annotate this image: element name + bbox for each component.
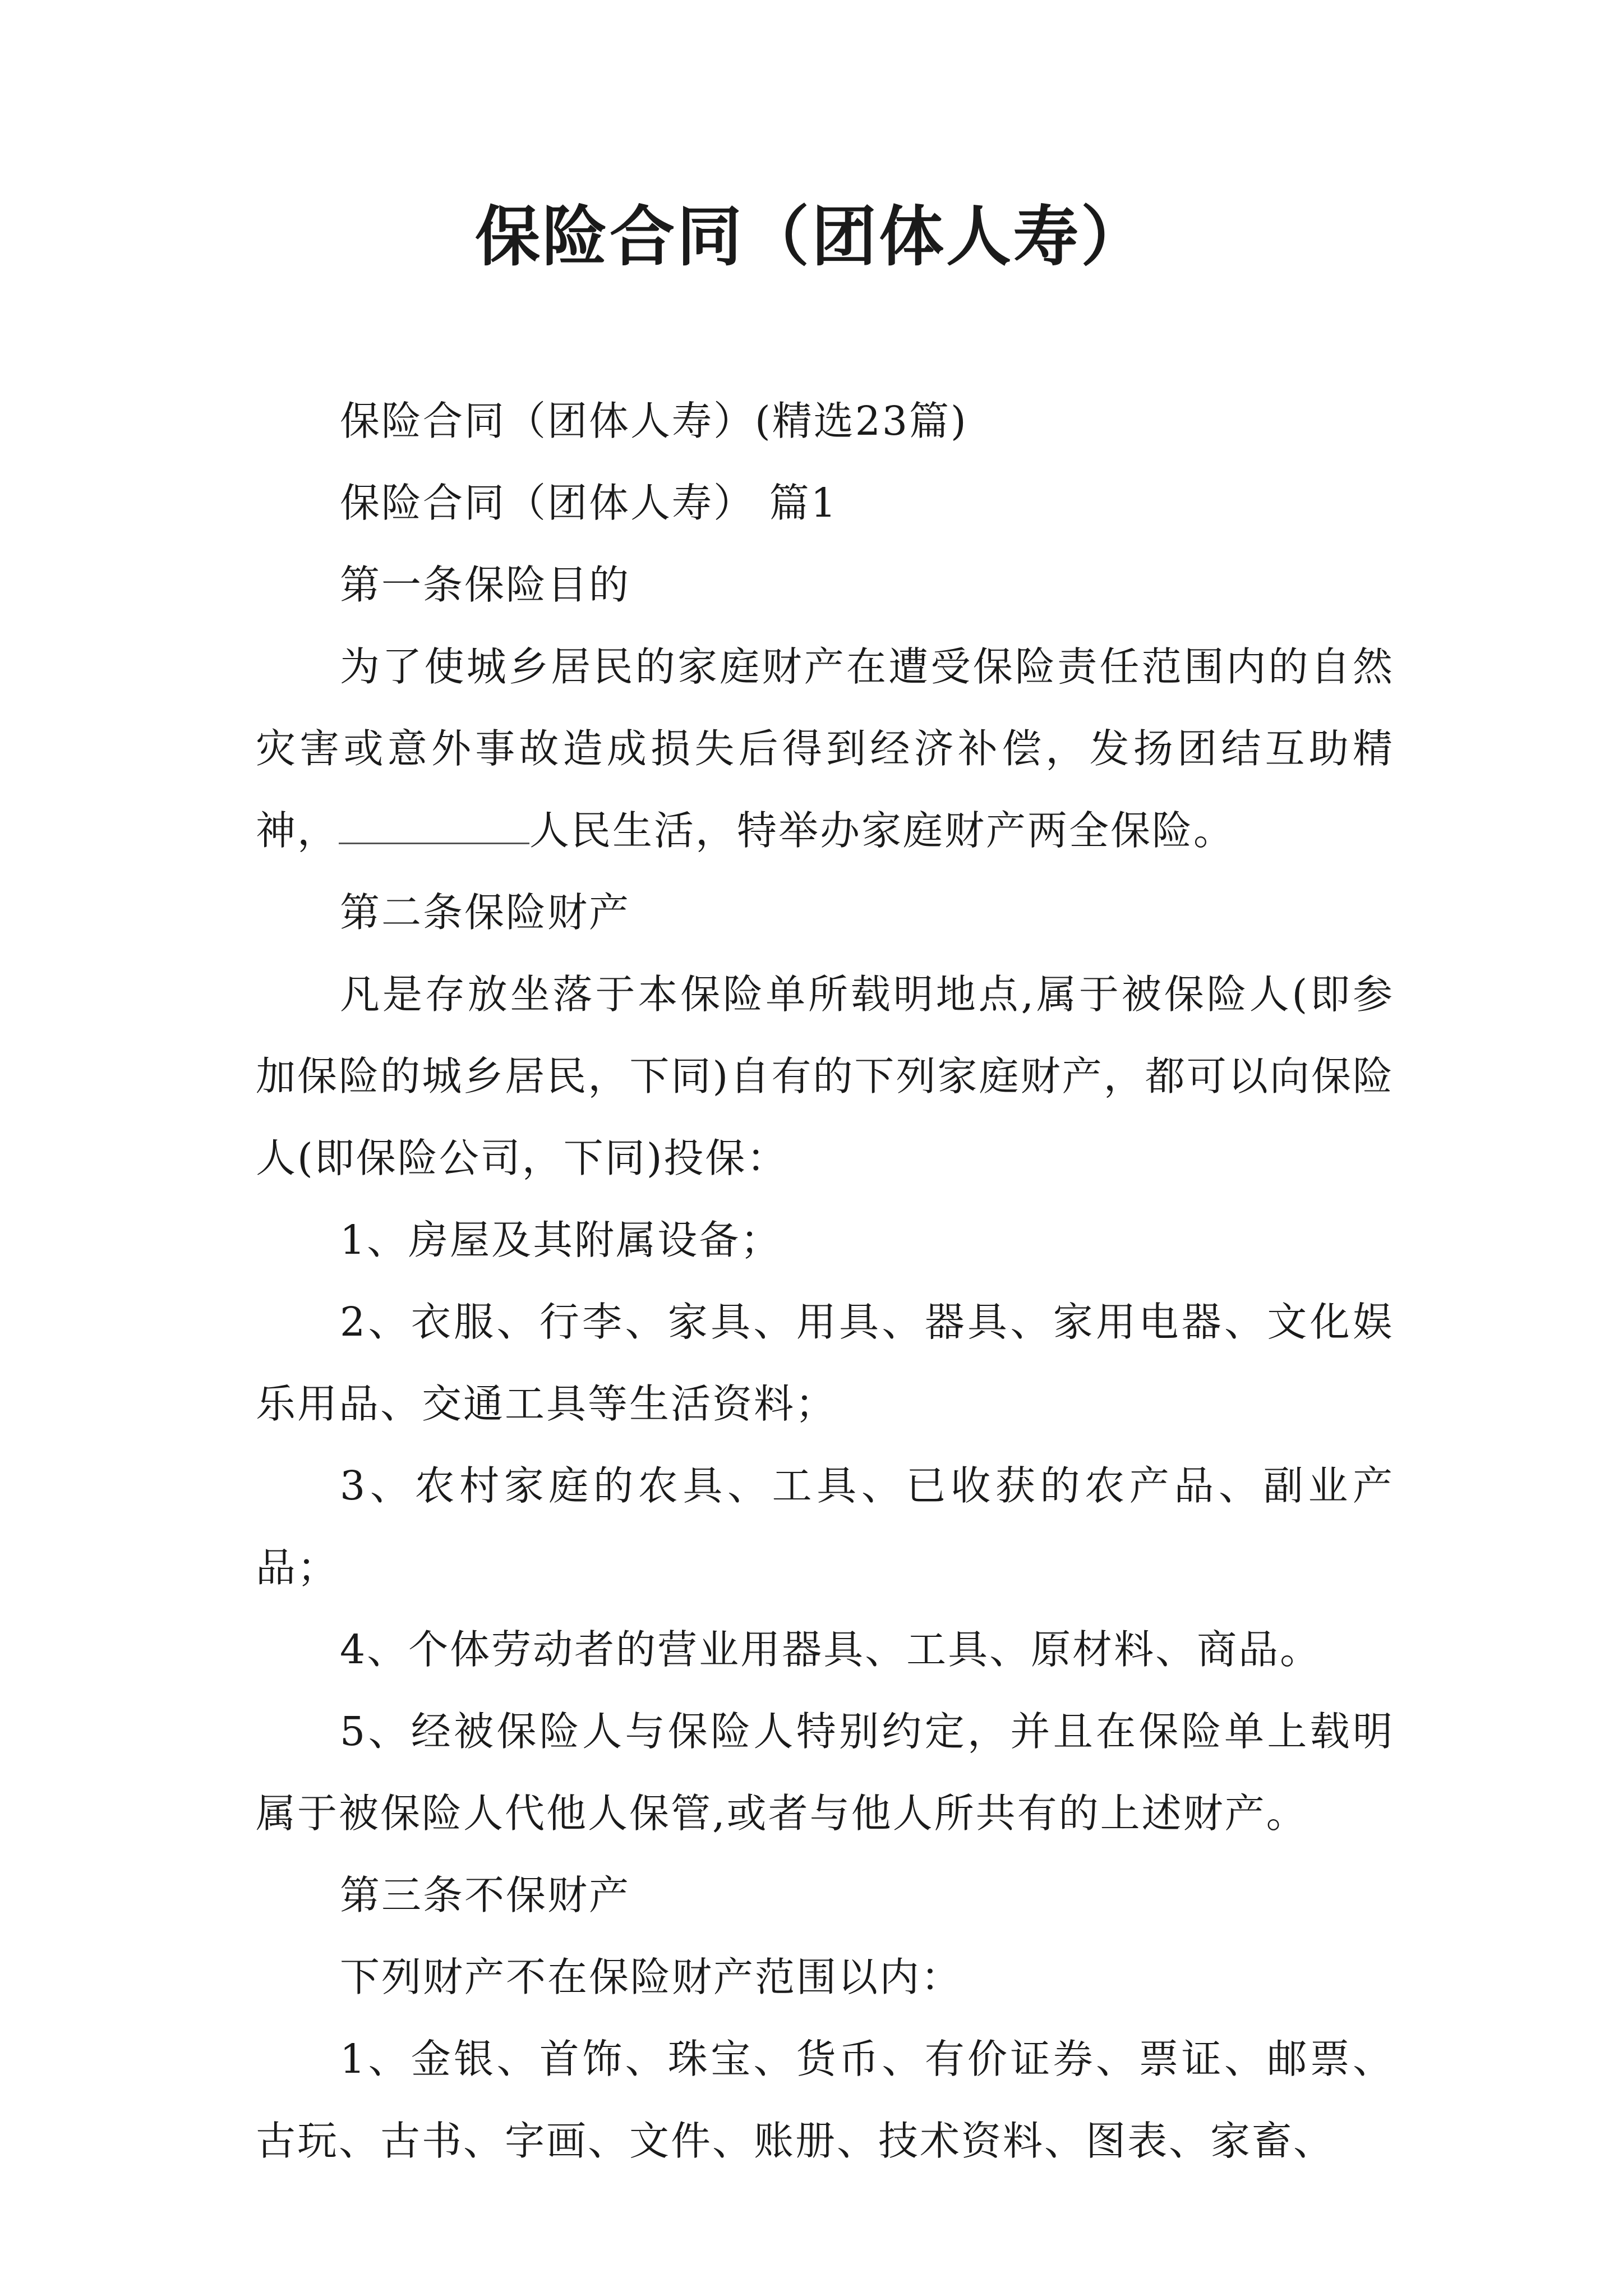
paragraph-section-1-heading: 第一条保险目的 bbox=[340, 562, 631, 608]
document-body bbox=[256, 380, 1394, 2182]
document-title: 保险合同（团体人寿） bbox=[475, 199, 1148, 275]
paragraph-section-2-heading: 第二条保险财产 bbox=[340, 889, 631, 936]
purpose-text-after: 人民生活，特举办家庭财产两全保险。 bbox=[529, 807, 1235, 854]
list-item-3: 3、农村家庭的农具、工具、已收获的农产品、副业产品； bbox=[256, 1462, 1394, 1591]
list-item-excluded-1: 1、金银、首饰、珠宝、货币、有价证券、票证、邮票、古玩、古书、字画、文件、账册、技术资料、图表、家畜、 bbox=[256, 2036, 1394, 2164]
list-item-4: 4、个体劳动者的营业用器具、工具、原材料、商品。 bbox=[340, 1626, 1322, 1673]
paragraph-purpose bbox=[256, 626, 1394, 872]
list-item-1: 1、房屋及其附属设备； bbox=[340, 1217, 782, 1263]
paragraph-collection-heading: 保险合同（团体人寿）(精选23篇) bbox=[340, 398, 968, 444]
list-item-5: 5、经被保险人与保险人特别约定，并且在保险单上载明属于被保险人代他人保管,或者与他人所共有的上述财产。 bbox=[256, 1708, 1394, 1837]
paragraph-excluded-intro: 下列财产不在保险财产范围以内： bbox=[340, 1954, 963, 2000]
paragraph-section-3-heading: 第三条不保财产 bbox=[340, 1872, 631, 1918]
purpose-text-before: 为了使城乡居民的家庭财产在遭受保险责任范围内的自然灾害或意外事故造成损失后得到经济补偿，发扬团结互助精神， bbox=[256, 643, 1394, 854]
paragraph-insured-property: 凡是存放坐落于本保险单所载明地点,属于被保险人(即参加保险的城乡居民，下同)自有的下列家庭财产，都可以向保险人(即保险公司，下同)投保： bbox=[256, 971, 1394, 1181]
paragraph-article-heading: 保险合同（团体人寿） 篇1 bbox=[340, 480, 838, 526]
list-item-2: 2、衣服、行李、家具、用具、器具、家用电器、文化娱乐用品、交通工具等生活资料； bbox=[256, 1299, 1394, 1427]
fill-in-blank bbox=[339, 809, 529, 844]
